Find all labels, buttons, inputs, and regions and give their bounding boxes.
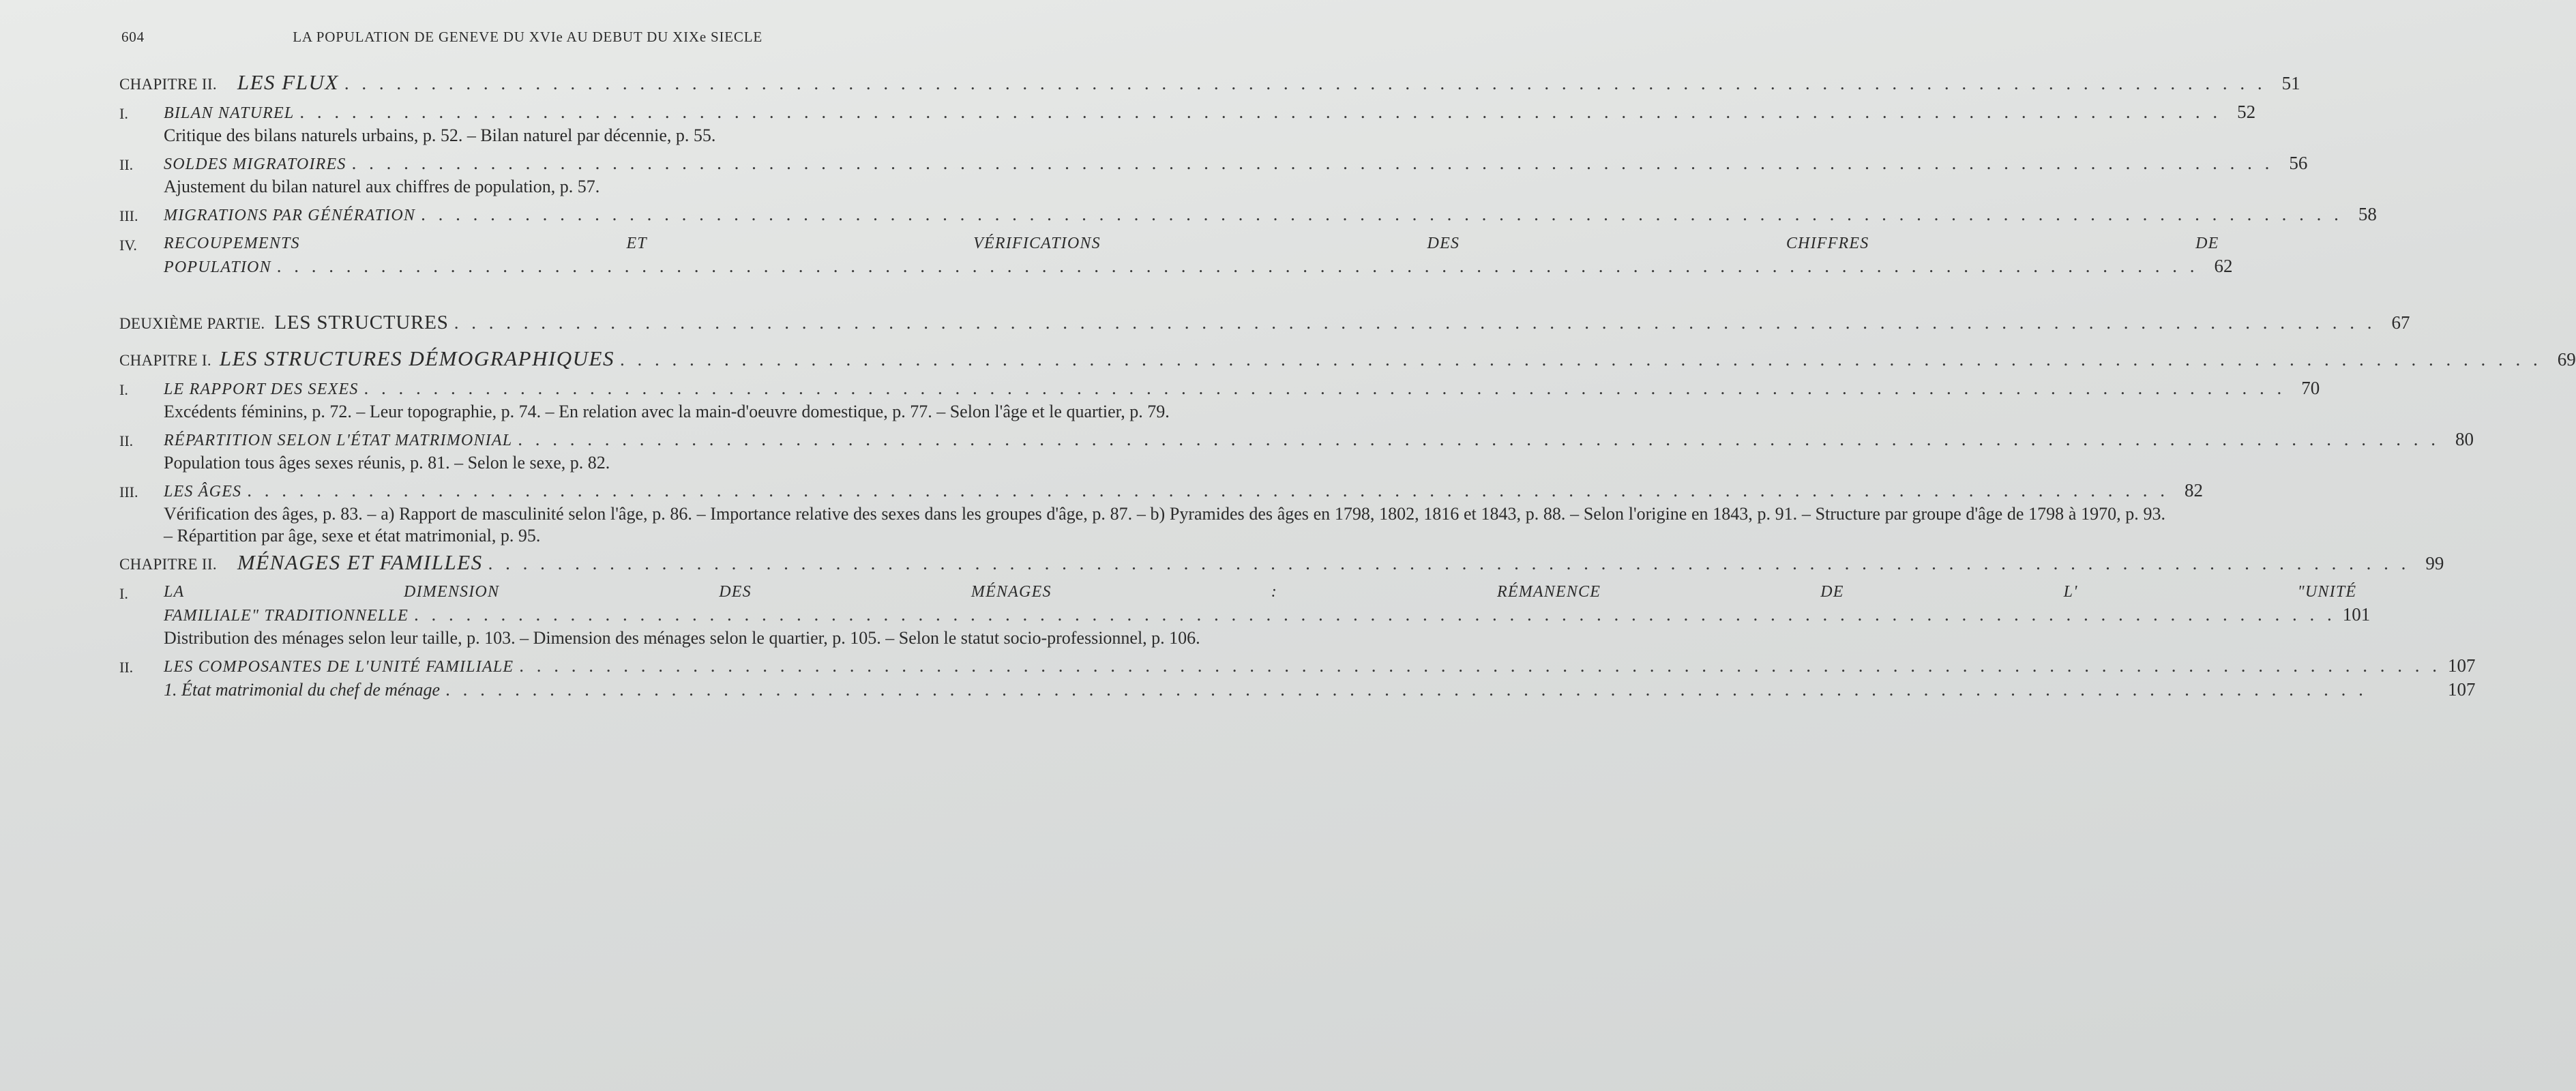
section-entry: [119, 152, 2308, 198]
dot-leader: [344, 72, 2266, 95]
section-number: III.: [119, 207, 138, 224]
dot-leader: [518, 428, 2440, 451]
part-title: LES STRUCTURES: [274, 312, 449, 333]
section-number: IV.: [119, 237, 137, 254]
section-title: SOLDES MIGRATOIRES: [164, 155, 346, 173]
chapter-label: CHAPITRE II.: [119, 76, 217, 93]
dot-leader: [364, 377, 2286, 400]
section-title: FAMILIALE" TRADITIONNELLE: [164, 607, 409, 625]
section-description: Distribution des ménages selon leur taille, p. 103. – Dimension des ménages selon le quartier, p. 105. – Selon le statut socio-professionnel, p. 106.: [164, 628, 1200, 648]
dot-leader: [620, 348, 2542, 371]
chapter-entry-menages: [119, 550, 2444, 576]
section-title: LE RAPPORT DES SEXES: [164, 380, 359, 398]
dot-leader: [414, 603, 2336, 626]
chapter-title: LES STRUCTURES DÉMOGRAPHIQUES: [219, 346, 615, 370]
page-ref: 82: [2185, 480, 2204, 500]
chapter-title: LES FLUX: [237, 70, 339, 94]
chapter-title: MÉNAGES ET FAMILLES: [237, 550, 483, 574]
section-entry: [119, 655, 2476, 701]
page-ref: 101: [2342, 604, 2371, 625]
subsection-entry: [164, 678, 2476, 701]
section-title: POPULATION: [164, 258, 271, 276]
page-ref: 69: [2557, 349, 2576, 370]
page-ref: 107: [2448, 655, 2476, 676]
section-number: I.: [119, 105, 128, 122]
part-entry: [119, 312, 2410, 335]
section-description: Population tous âges sexes réunis, p. 81. – Selon le sexe, p. 82.: [164, 453, 610, 473]
section-entry: [119, 377, 2320, 423]
section-entry: [119, 479, 2204, 547]
section-title: LES COMPOSANTES DE L'UNITÉ FAMILIALE: [164, 658, 514, 676]
section-title: BILAN NATUREL: [164, 104, 295, 122]
dot-leader: [277, 255, 2199, 278]
table-of-contents: [119, 70, 2576, 701]
page-ref: 51: [2281, 73, 2300, 93]
section-description: Vérification des âges, p. 83. – a) Rapport de masculinité selon l'âge, p. 86. – Importance relative des sexes dans les groupes d'âge, p. 87. – b) Pyramides des âges en 1798, 1802, 1816 et 1843, p. 88. – Selon l'origine en 1843, p. 91. – Structure par groupe d'âge de 1798 à 1970, p. 93. – Répartition par âge, sexe et état matrimonial, p. 95.: [164, 504, 2166, 546]
section-entry: [119, 203, 2377, 227]
dot-leader: [299, 101, 2221, 123]
section-title: RÉPARTITION SELON L'ÉTAT MATRIMONIAL: [164, 432, 513, 449]
dot-leader: [445, 678, 2441, 701]
dot-leader: [352, 152, 2274, 175]
section-number: I.: [119, 381, 128, 398]
section-number: I.: [119, 585, 128, 602]
section-title: MIGRATIONS PAR GÉNÉRATION: [164, 207, 416, 224]
section-title-line: RECOUPEMENTS ET VÉRIFICATIONS DES CHIFFRES DE: [164, 235, 2219, 252]
dot-leader: [454, 312, 2376, 334]
section-description: Critique des bilans naturels urbains, p. 52. – Bilan naturel par décennie, p. 55.: [164, 125, 716, 145]
section-number: II.: [119, 659, 134, 676]
dot-leader: [421, 203, 2343, 226]
dot-leader: [247, 479, 2169, 502]
chapter-label: CHAPITRE I.: [119, 352, 211, 369]
page-ref: 107: [2448, 679, 2476, 700]
page-ref: 56: [2289, 153, 2308, 173]
section-number: III.: [119, 483, 138, 500]
chapter-label: CHAPITRE II.: [119, 556, 217, 573]
section-entry: [119, 233, 2233, 279]
section-entry: [119, 428, 2474, 474]
dot-leader: [519, 655, 2441, 677]
page-ref: 80: [2455, 429, 2474, 449]
section-title-line: LA DIMENSION DES MÉNAGES : RÉMANENCE DE L' "UNITÉ: [164, 583, 2357, 601]
section-number: II.: [119, 432, 134, 449]
page-ref: 52: [2237, 102, 2256, 122]
subsection-title: 1. État matrimonial du chef de ménage: [164, 680, 441, 700]
section-entry: [119, 101, 2256, 147]
page-ref: 67: [2391, 312, 2410, 333]
part-label: DEUXIÈME PARTIE.: [119, 315, 265, 332]
running-title: LA POPULATION DE GENEVE DU XVIe AU DEBUT DU XIXe SIECLE: [293, 29, 763, 45]
section-title: LES ÂGES: [164, 483, 242, 500]
page-ref: 99: [2425, 553, 2444, 573]
section-entry: [119, 581, 2371, 649]
page-ref: 70: [2301, 378, 2320, 398]
page-number: 604: [121, 29, 145, 45]
section-number: II.: [119, 156, 134, 173]
section-description: Excédents féminins, p. 72. – Leur topographie, p. 74. – En relation avec la main-d'oeuvre domestique, p. 77. – Selon l'âge et le quartier, p. 79.: [164, 402, 1170, 421]
chapter-entry-flux: [119, 70, 2300, 95]
dot-leader: [488, 552, 2410, 575]
section-description: Ajustement du bilan naturel aux chiffres de population, p. 57.: [164, 177, 600, 196]
page-ref: 62: [2214, 256, 2233, 276]
chapter-entry-structures: [119, 346, 2576, 372]
page-ref: 58: [2358, 204, 2377, 224]
